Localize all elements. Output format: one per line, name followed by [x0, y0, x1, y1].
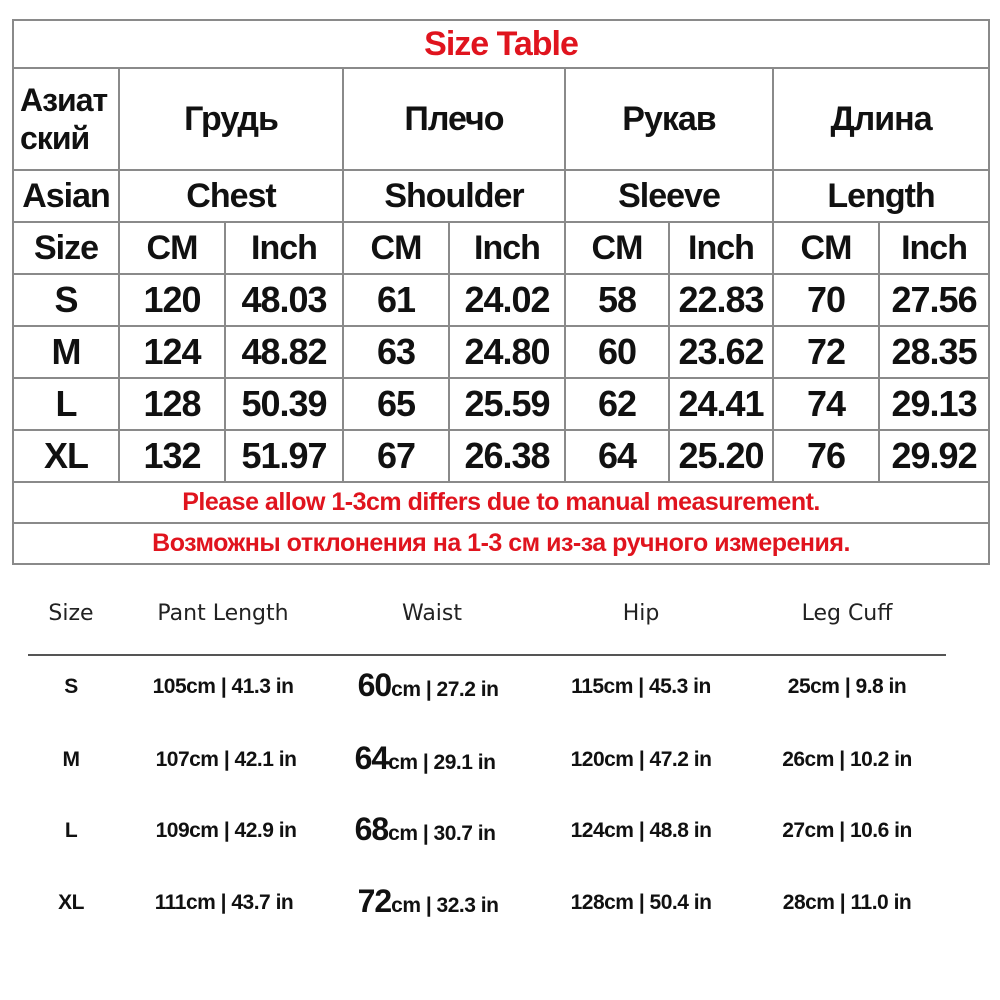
value-cell: 27.56: [879, 274, 989, 326]
value-cell: 48.03: [225, 274, 343, 326]
value-cell: 70: [773, 274, 879, 326]
unit-cell: CM: [773, 222, 879, 274]
table-title: Size Table: [424, 24, 578, 63]
value-cell: 62: [565, 378, 669, 430]
header-en-length: Length: [773, 170, 989, 222]
hip-cell: 124cm | 48.8 in: [570, 819, 712, 842]
value-cell: 132: [119, 430, 225, 482]
table-row: [13, 430, 989, 482]
header-divider: [28, 654, 946, 656]
size-cell: XL: [58, 891, 84, 914]
value-cell: 120: [119, 274, 225, 326]
unit-cell: Inch: [225, 222, 343, 274]
header-ru-sleeve: Рукав: [565, 68, 773, 170]
value-cell: 128: [119, 378, 225, 430]
header-hip: Hip: [622, 601, 660, 626]
header-waist: Waist: [401, 601, 463, 626]
header-leg-cuff: Leg Cuff: [801, 601, 893, 626]
leg-cuff-cell: 26cm | 10.2 in: [782, 748, 912, 771]
asian-ru-line1: Азиат: [20, 82, 108, 118]
pant-length-cell: 109cm | 42.9 in: [155, 819, 297, 842]
hip-cell: 120cm | 47.2 in: [570, 748, 712, 771]
pant-length-cell: 107cm | 42.1 in: [155, 748, 297, 771]
value-cell: 72: [773, 326, 879, 378]
value-cell: 48.82: [225, 326, 343, 378]
value-cell: 24.80: [449, 326, 565, 378]
value-cell: 22.83: [669, 274, 773, 326]
header-en-sleeve: Sleeve: [565, 170, 773, 222]
value-cell: 26.38: [449, 430, 565, 482]
header-ru-shoulder: Плечо: [343, 68, 565, 170]
header-pant-length: Pant Length: [157, 601, 289, 626]
unit-cell: Inch: [879, 222, 989, 274]
size-table-pants: [0, 585, 1000, 985]
unit-cell: CM: [119, 222, 225, 274]
value-cell: 124: [119, 326, 225, 378]
table-row: [13, 378, 989, 430]
unit-cell: CM: [343, 222, 449, 274]
waist-cm-value: 72: [357, 883, 392, 919]
value-cell: 51.97: [225, 430, 343, 482]
table-title-cell: [13, 20, 989, 68]
leg-cuff-cell: 25cm | 9.8 in: [787, 675, 907, 698]
leg-cuff-cell: 28cm | 11.0 in: [782, 891, 912, 914]
value-cell: 61: [343, 274, 449, 326]
waist-cm-value: 64: [354, 740, 389, 776]
waist-rest-value: cm | 30.7 in: [388, 822, 496, 845]
size-cell: S: [13, 274, 119, 326]
header-ru-chest: Грудь: [119, 68, 343, 170]
header-ru-length: Длина: [773, 68, 989, 170]
size-label: Size: [13, 222, 119, 274]
waist-cm-value: 60: [357, 667, 392, 703]
waist-cell: [355, 740, 496, 777]
size-cell: M: [13, 326, 119, 378]
value-cell: 76: [773, 430, 879, 482]
value-cell: 65: [343, 378, 449, 430]
value-cell: 60: [565, 326, 669, 378]
note-english: Please allow 1-3cm differs due to manual measurement.: [13, 482, 989, 523]
size-cell: L: [13, 378, 119, 430]
waist-cm-value: 68: [354, 811, 389, 847]
waist-cell: [358, 667, 499, 704]
waist-rest-value: cm | 32.3 in: [391, 894, 499, 917]
hip-cell: 115cm | 45.3 in: [571, 675, 711, 698]
size-cell: M: [62, 748, 80, 771]
asian-en-label: Asian: [13, 170, 119, 222]
unit-cell: Inch: [449, 222, 565, 274]
waist-rest-value: cm | 27.2 in: [391, 678, 499, 701]
note-russian: Возможны отклонения на 1-3 см из-за ручного измерения.: [13, 523, 989, 564]
value-cell: 63: [343, 326, 449, 378]
header-en-shoulder: Shoulder: [343, 170, 565, 222]
size-cell: S: [64, 675, 78, 698]
waist-cell: [358, 883, 499, 920]
size-cell: L: [64, 819, 78, 842]
value-cell: 24.41: [669, 378, 773, 430]
pant-length-cell: 105cm | 41.3 in: [152, 675, 294, 698]
pant-length-cell: 111cm | 43.7 in: [154, 891, 294, 914]
value-cell: 29.13: [879, 378, 989, 430]
value-cell: 25.59: [449, 378, 565, 430]
value-cell: 29.92: [879, 430, 989, 482]
value-cell: 25.20: [669, 430, 773, 482]
waist-rest-value: cm | 29.1 in: [388, 751, 496, 774]
unit-cell: Inch: [669, 222, 773, 274]
value-cell: 23.62: [669, 326, 773, 378]
asian-ru-label: [13, 68, 119, 170]
value-cell: 67: [343, 430, 449, 482]
table-row: [13, 274, 989, 326]
value-cell: 74: [773, 378, 879, 430]
asian-ru-line2: ский: [20, 120, 90, 156]
value-cell: 58: [565, 274, 669, 326]
value-cell: 64: [565, 430, 669, 482]
pants-header-row: [0, 601, 1000, 631]
size-table-top: [12, 19, 990, 565]
value-cell: 28.35: [879, 326, 989, 378]
value-cell: 24.02: [449, 274, 565, 326]
size-cell: XL: [13, 430, 119, 482]
table-row: [13, 326, 989, 378]
waist-cell: [355, 811, 496, 848]
unit-cell: CM: [565, 222, 669, 274]
header-size: Size: [48, 601, 94, 626]
value-cell: 50.39: [225, 378, 343, 430]
header-en-chest: Chest: [119, 170, 343, 222]
leg-cuff-cell: 27cm | 10.6 in: [782, 819, 912, 842]
hip-cell: 128cm | 50.4 in: [570, 891, 712, 914]
